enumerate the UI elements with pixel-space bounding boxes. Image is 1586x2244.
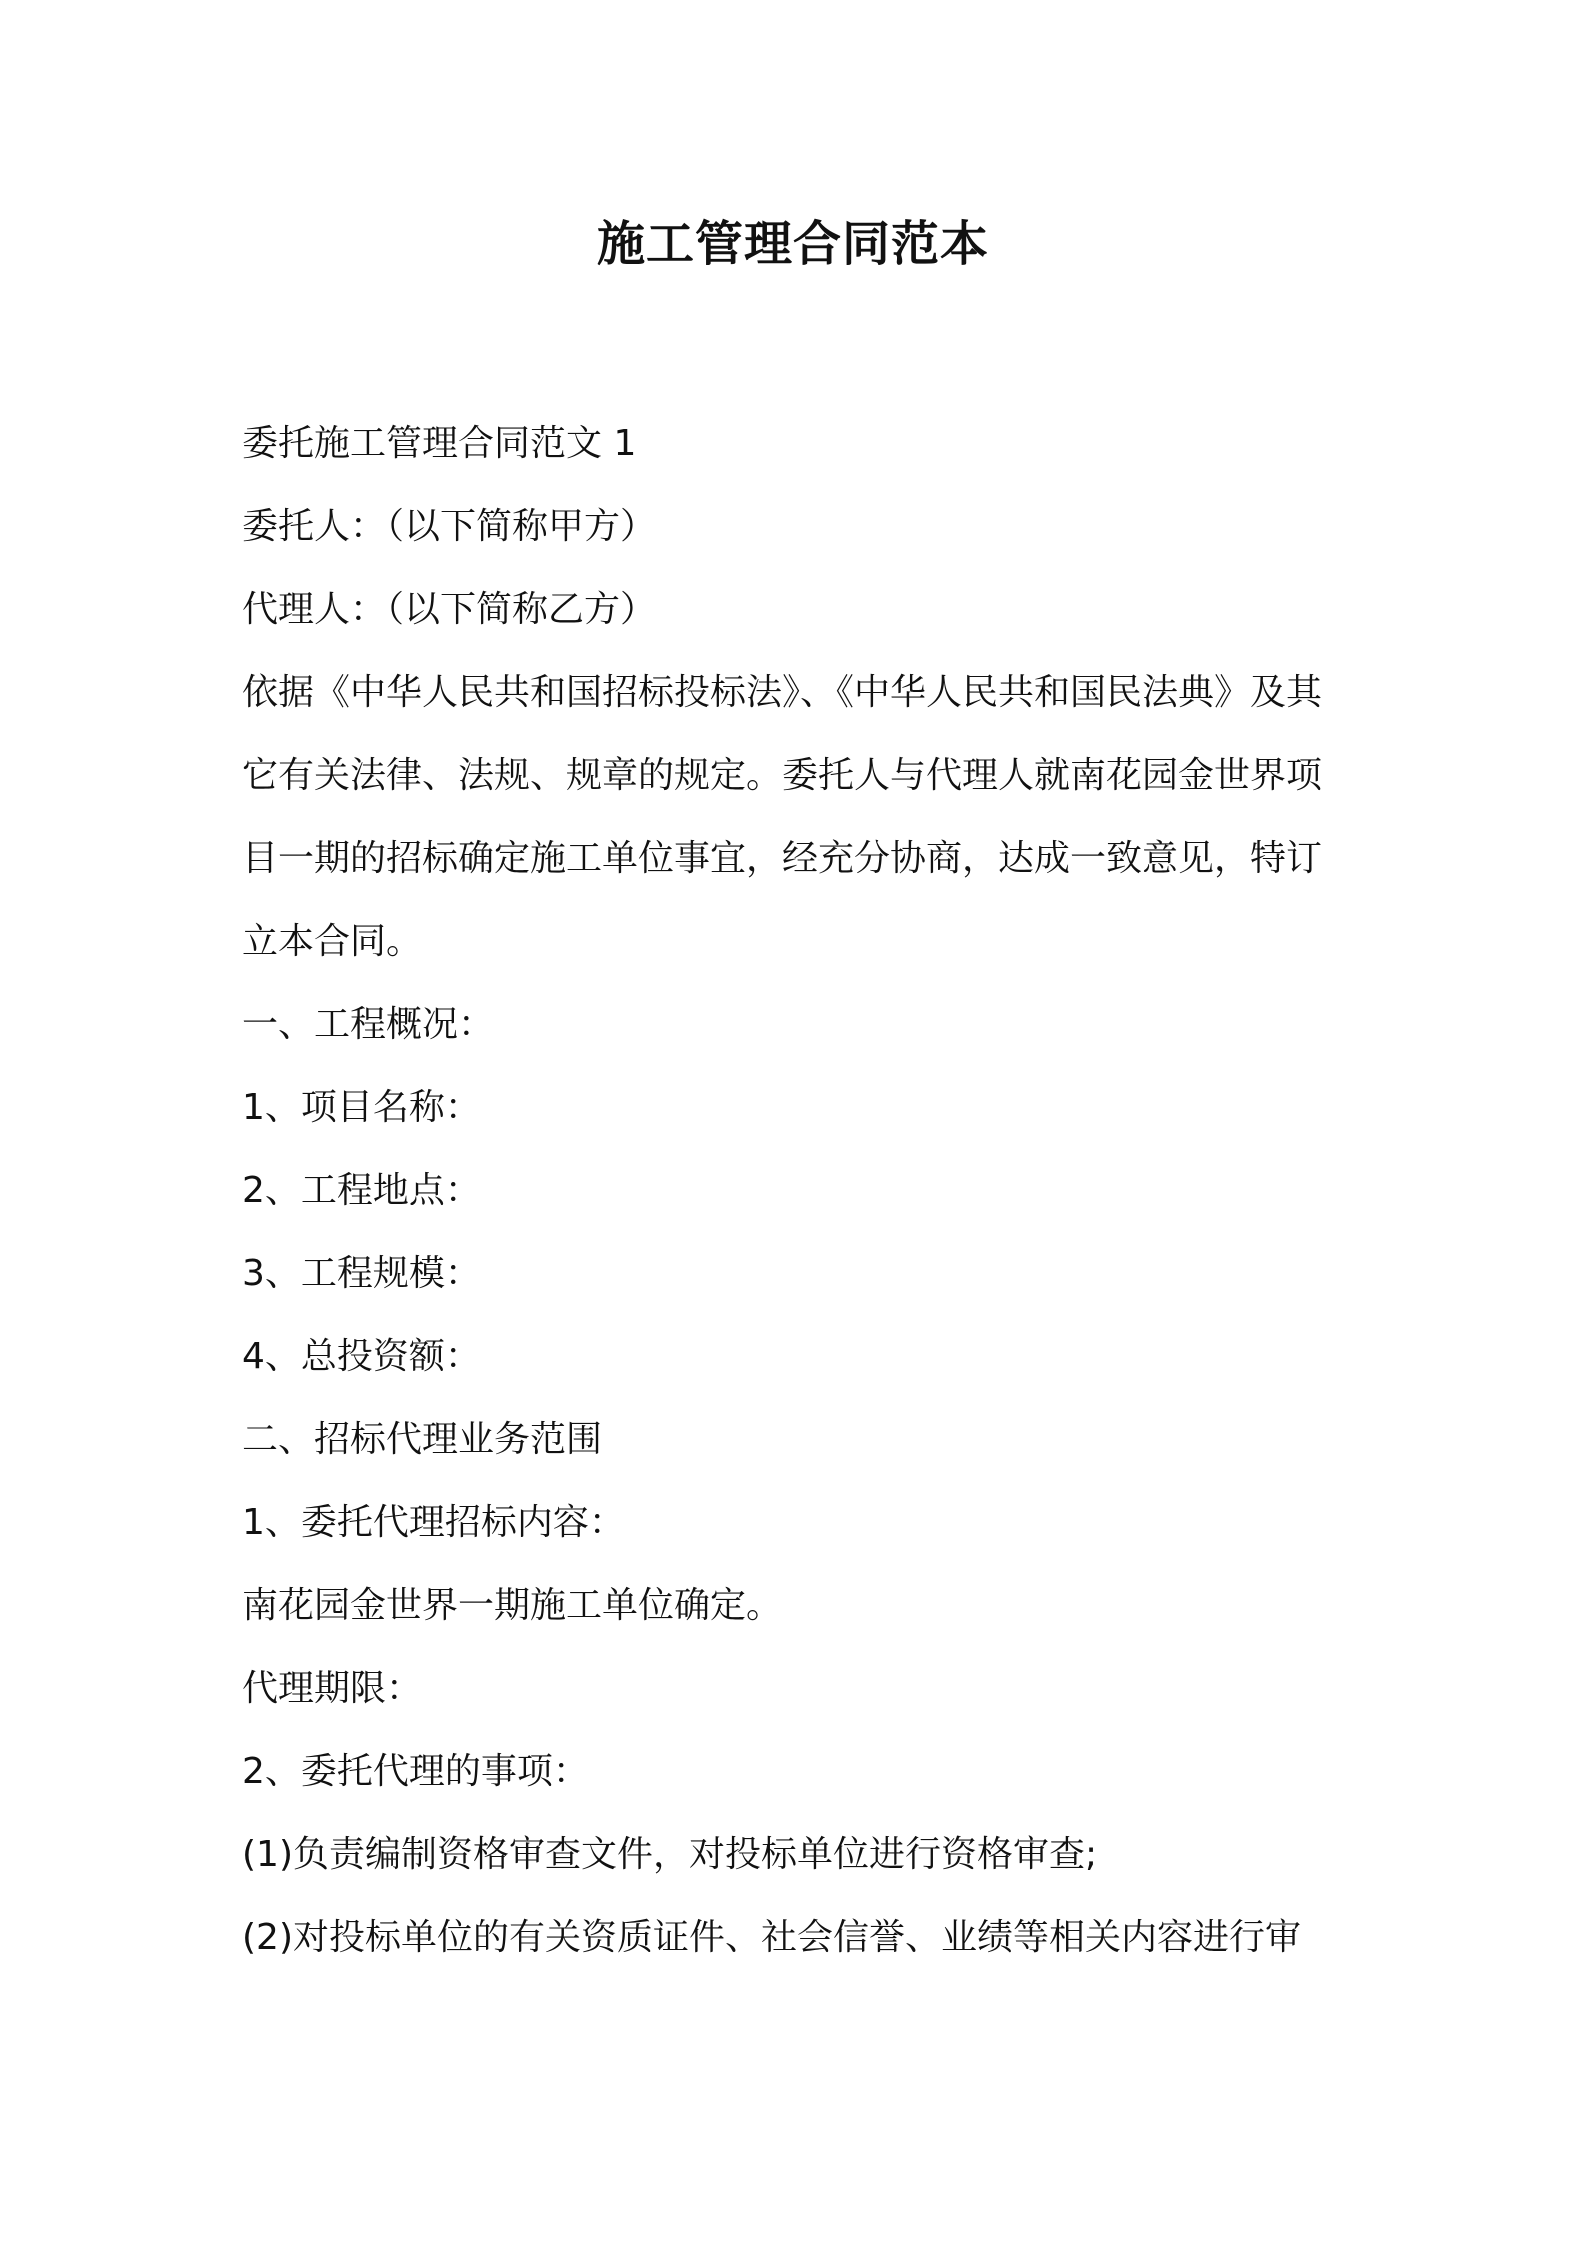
list-item: 3、工程规模： xyxy=(242,1253,481,1294)
section-heading: 二、招标代理业务范围 xyxy=(242,1419,603,1460)
list-item: (1)负责编制资格审查文件，对投标单位进行资格审查; xyxy=(242,1834,1098,1875)
list-item: 4、总投资额： xyxy=(242,1336,481,1377)
list-item: 1、项目名称： xyxy=(242,1087,481,1128)
list-item: 1、委托代理招标内容： xyxy=(242,1502,625,1543)
document-body xyxy=(242,402,1360,1979)
section-heading: 一、工程概况： xyxy=(242,1004,495,1045)
list-item: 2、委托代理的事项： xyxy=(242,1751,589,1792)
section-heading: 委托施工管理合同范文 1 xyxy=(242,423,637,464)
paragraph-line: 它有关法律、法规、规章的规定。委托人与代理人就南花园金世界项 xyxy=(242,755,1323,796)
list-item: 2、工程地点： xyxy=(242,1170,481,1211)
paragraph-line: 目一期的招标确定施工单位事宜，经充分协商，达成一致意见，特订 xyxy=(242,838,1323,879)
agent-line: 代理人：（以下简称乙方） xyxy=(242,589,657,630)
list-item: (2)对投标单位的有关资质证件、社会信誉、业绩等相关内容进行审 xyxy=(242,1917,1301,1958)
client-line: 委托人：（以下简称甲方） xyxy=(242,506,657,547)
paragraph-line: 依据《中华人民共和国招标投标法》、《中华人民共和国民法典》及其 xyxy=(242,672,1323,713)
paragraph-line: 南花园金世界一期施工单位确定。 xyxy=(242,1585,783,1626)
paragraph-line: 立本合同。 xyxy=(242,921,423,962)
paragraph-line: 代理期限： xyxy=(242,1668,423,1709)
document-title: 施工管理合同范本 xyxy=(596,216,989,272)
